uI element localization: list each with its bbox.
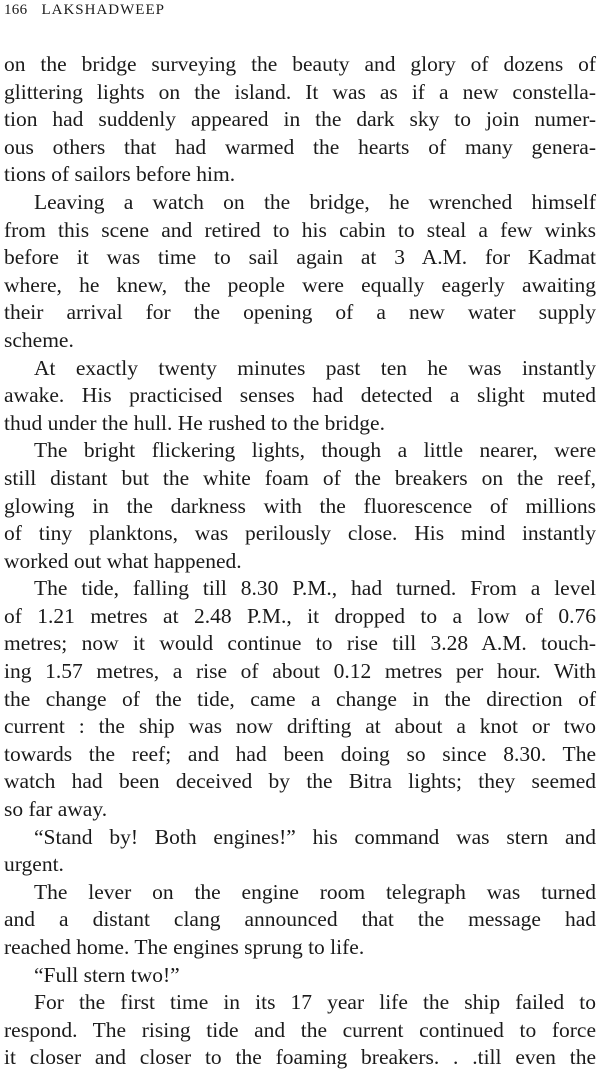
text-line: At exactly twenty minutes past ten he was instantly [34,355,596,380]
text-line: towards the reef; and had been doing so since 8.30. The [4,741,596,766]
text-line: tion had suddenly appeared in the dark sky to join numer- [4,107,596,132]
text-line: reached home. The engines sprung to life. [4,935,365,959]
text-line: The bright flickering lights, though a little nearer, were [34,438,596,463]
running-head [4,2,165,19]
text-line: of 1.21 metres at 2.48 P.M., it dropped to a low of 0.76 [4,603,596,628]
text-line: worked out what happened. [4,548,242,573]
text-line: where, he knew, the people were equally eagerly awaiting [4,272,596,297]
text-line: current : the ship was now drifting at about a knot or two [4,714,596,739]
text-line: it closer and closer to the foaming breakers. . .till even the [4,1045,596,1070]
text-line: “Full stern two!” [34,962,180,987]
text-line: “Stand by! Both engines!” his command was stern and [34,824,596,849]
text-line: The tide, falling till 8.30 P.M., had turned. From a level [34,576,596,601]
text-line: tions of sailors before him. [4,162,236,187]
text-line: ous others that had warmed the hearts of many genera- [4,134,596,159]
text-line: thud under the hull. He rushed to the bridge. [4,410,385,435]
text-line: glittering lights on the island. It was as if a new constella- [4,79,596,104]
text-line: The lever on the engine room telegraph was turned [34,879,596,904]
text-line: metres; now it would continue to rise till 3.28 A.M. touch- [4,631,596,656]
text-line: on the bridge surveying the beauty and glory of dozens of [4,52,596,76]
text-line: urgent. [4,852,64,877]
text-line: For the first time in its 17 year life the ship failed to [34,990,596,1015]
body-text [4,51,596,1072]
text-line: Leaving a watch on the bridge, he wrenched himself [34,189,596,214]
text-line: respond. The rising tide and the current continued to force [4,1017,596,1042]
page-number: 166 [4,2,28,18]
text-line: of tiny planktons, was perilously close. His mind instantly [4,521,596,546]
text-line: their arrival for the opening of a new water supply [4,300,596,325]
text-line: before it was time to sail again at 3 A.M. for Kadmat [4,245,596,270]
text-line: watch had been deceived by the Bitra lights; they seemed [4,769,596,794]
text-line: so far away. [4,797,108,822]
text-line: and a distant clang announced that the message had [4,907,596,932]
text-line: scheme. [4,327,74,352]
running-title: LAKSHADWEEP [41,2,165,18]
text-line: the change of the tide, came a change in the direction of [4,686,596,711]
text-line: ing 1.57 metres, a rise of about 0.12 metres per hour. With [4,659,596,684]
text-line: glowing in the darkness with the fluorescence of millions [4,493,596,518]
text-line: from this scene and retired to his cabin to steal a few winks [4,217,596,242]
text-line: still distant but the white foam of the breakers on the reef, [4,465,596,490]
text-line: awake. His practicised senses had detected a slight muted [4,383,596,408]
